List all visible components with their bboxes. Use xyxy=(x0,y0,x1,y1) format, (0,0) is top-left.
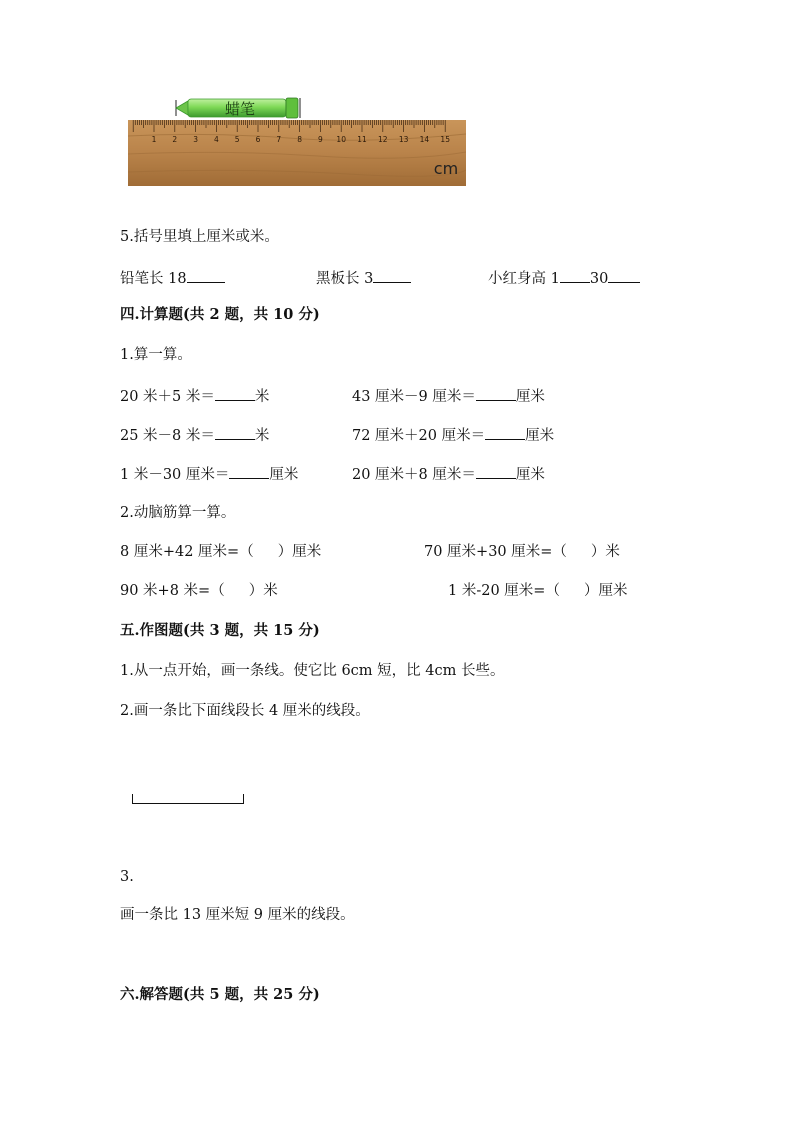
answer-blank[interactable] xyxy=(229,464,269,479)
calc-item xyxy=(120,543,321,561)
ruler-tick-label: 5 xyxy=(234,135,240,144)
reference-line-segment xyxy=(132,794,244,804)
ruler-tick-label: 14 xyxy=(419,135,430,144)
calc-item xyxy=(352,464,545,484)
q5-item-board-text: 黑板长 3 xyxy=(316,271,374,287)
calc-expression: 25 米－8 米＝ xyxy=(120,428,215,444)
s5-q3-number: 3. xyxy=(120,869,134,885)
answer-blank[interactable] xyxy=(485,425,525,440)
answer-blank[interactable] xyxy=(560,268,590,283)
q5-item-pencil-text: 铅笔长 18 xyxy=(120,271,187,287)
s5-q3-text: 画一条比 13 厘米短 9 厘米的线段。 xyxy=(120,907,355,923)
answer-blank[interactable] xyxy=(608,268,640,283)
calc-item xyxy=(120,425,269,445)
ruler-tick-label: 6 xyxy=(255,135,261,144)
ruler-figure xyxy=(128,92,466,188)
ruler-tick-label: 11 xyxy=(357,135,367,144)
s4-q2-title: 2.动脑筋算一算。 xyxy=(120,505,236,521)
calc-unit: 厘米 xyxy=(515,389,545,405)
ruler-tick-label: 2 xyxy=(172,135,178,144)
calc-unit: 厘米 xyxy=(515,467,545,483)
ruler-tick-label: 8 xyxy=(297,135,302,144)
answer-blank[interactable] xyxy=(215,386,255,401)
calc-item xyxy=(352,386,545,406)
section-heading-6: 六.解答题(共 5 题，共 25 分) xyxy=(120,986,320,1003)
calc-expression: 8 厘米+42 厘米=（ xyxy=(120,544,254,560)
unit-label: cm xyxy=(433,159,459,178)
q5-title: 5.括号里填上厘米或米。 xyxy=(120,229,279,245)
calc-unit: ）厘米 xyxy=(277,544,322,560)
calc-expression: 72 厘米＋20 厘米＝ xyxy=(352,428,486,444)
ruler-illustration xyxy=(128,92,466,188)
section-heading-5: 五.作图题(共 3 题，共 15 分) xyxy=(120,622,320,639)
calc-unit: 厘米 xyxy=(269,467,299,483)
s5-q1: 1.从一点开始，画一条线。使它比 6cm 短，比 4cm 长些。 xyxy=(120,663,505,679)
ruler-tick-label: 12 xyxy=(378,135,388,144)
calc-unit: 米 xyxy=(254,389,270,405)
answer-blank[interactable] xyxy=(373,268,411,283)
q5-item-pencil xyxy=(120,268,225,288)
calc-expression: 43 厘米－9 厘米＝ xyxy=(352,389,476,405)
calc-expression: 20 厘米＋8 厘米＝ xyxy=(352,467,476,483)
calc-expression: 90 米+8 米=（ xyxy=(120,583,225,599)
ruler-tick-label: 13 xyxy=(398,135,409,144)
q5-item-board xyxy=(316,268,411,288)
ruler-tick-labels xyxy=(152,135,451,144)
ruler-tick-label: 9 xyxy=(318,135,323,144)
calc-unit: ）米 xyxy=(590,544,620,560)
calc-unit: 厘米 xyxy=(525,428,555,444)
q5-item-height xyxy=(488,268,640,288)
calc-expression: 1 米－30 厘米＝ xyxy=(120,467,230,483)
calc-expression: 1 米-20 厘米=（ xyxy=(448,583,560,599)
crayon-icon xyxy=(176,98,300,118)
calc-unit: ）米 xyxy=(248,583,278,599)
answer-blank[interactable] xyxy=(215,425,255,440)
calc-item xyxy=(424,543,620,561)
calc-item xyxy=(352,425,554,445)
calc-unit: ）厘米 xyxy=(583,583,628,599)
ruler-tick-label: 4 xyxy=(214,135,219,144)
ruler-tick-label: 7 xyxy=(276,135,282,144)
pencil-label: 蜡笔 xyxy=(224,100,256,118)
calc-item xyxy=(120,386,269,406)
ruler-tick-label: 15 xyxy=(440,135,450,144)
ruler-tick-label: 10 xyxy=(336,135,346,144)
calc-expression: 70 厘米+30 厘米=（ xyxy=(424,544,567,560)
calc-expression: 20 米＋5 米＝ xyxy=(120,389,215,405)
s5-q2: 2.画一条比下面线段长 4 厘米的线段。 xyxy=(120,703,370,719)
answer-blank[interactable] xyxy=(476,386,516,401)
answer-blank[interactable] xyxy=(476,464,516,479)
q5-item-height-middle: 30 xyxy=(589,271,609,287)
calc-unit: 米 xyxy=(254,428,270,444)
calc-item xyxy=(120,464,298,484)
s4-q1-title: 1.算一算。 xyxy=(120,347,192,363)
calc-item xyxy=(120,582,278,600)
section-heading-4: 四.计算题(共 2 题，共 10 分) xyxy=(120,306,320,323)
ruler-tick-label: 3 xyxy=(193,135,198,144)
calc-item xyxy=(448,582,627,600)
q5-item-height-text: 小红身高 1 xyxy=(488,271,560,287)
answer-blank[interactable] xyxy=(187,268,225,283)
ruler-tick-label: 1 xyxy=(151,135,157,144)
